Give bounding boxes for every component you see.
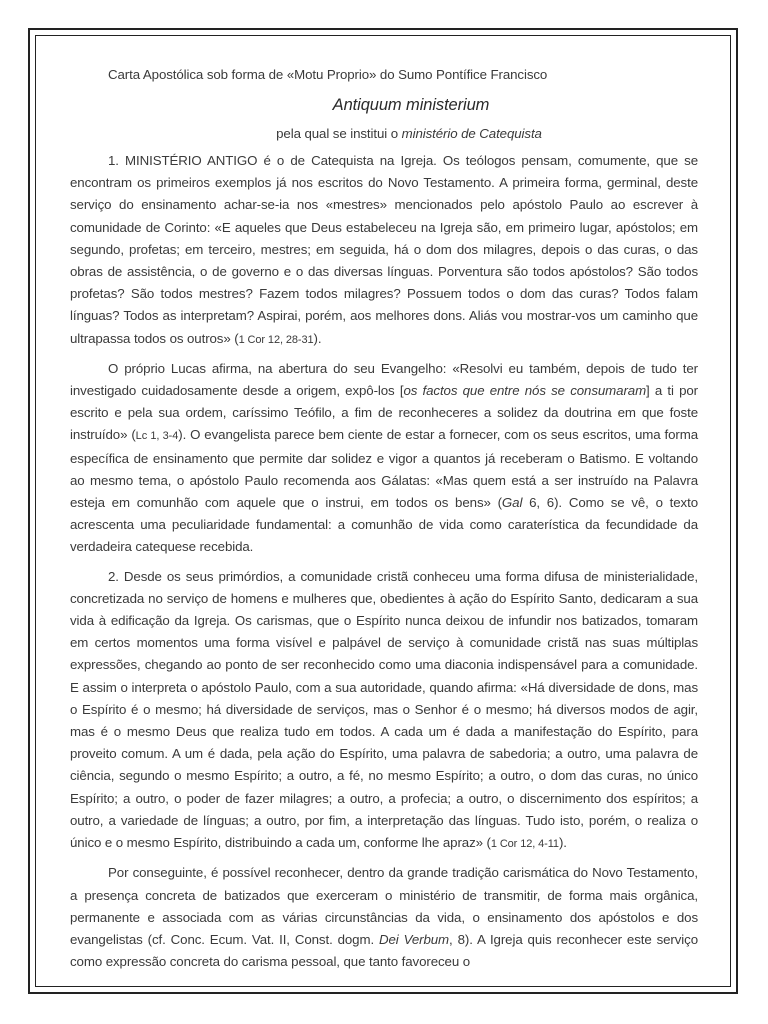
paragraph-3 bbox=[70, 566, 698, 856]
paragraph-1-text-a: 1. MINISTÉRIO ANTIGO é o de Catequista na Igreja. Os teólogos pensam, comumente, que se encontram os primeiros exemplos já nos escritos do Novo Testamento. A primeira forma, germinal, deste serviço do ensinamento achar-se-ia nos «mestres» mencionados pelo apóstolo Paulo ao escrever à comunidade de Corinto: «E aqueles que Deus estabeleceu na Igreja são, em primeiro lugar, apóstolos; em segundo, profetas; em terceiro, mestres; em seguida, há o dom dos milagres, depois o das curas, o das obras de assistência, o de governo e o das diversas línguas. Porventura são todos apóstolos? São todos profetas? São todos mestres? Fazem todos milagres? Possuem todos o dom das curas? Todos falam línguas? Todos as interpretam? Aspirai, porém, aos melhores dons. Aliás vou mostrar-vos um caminho que ultrapassa todos os outros» ( bbox=[70, 153, 698, 346]
paragraph-2-text-b: ] a ti por escrito e pela sua ordem, caríssimo Teófilo, a fim de reconheceres a solidez da doutrina em que foste instruído» ( bbox=[70, 383, 698, 443]
paragraph-4 bbox=[70, 862, 698, 973]
paragraph-4-text-b: , 8). A Igreja quis reconhecer este serviço como expressão concreta do carisma pessoal, que tanto favoreceu o bbox=[70, 931, 699, 970]
paragraph-2 bbox=[70, 358, 698, 559]
subtitle-emphasis: ministério de Catequista bbox=[401, 126, 542, 141]
paragraph-3-text-b: ). bbox=[558, 835, 567, 851]
document-page bbox=[70, 64, 698, 980]
paragraph-1-text-b: ). bbox=[313, 330, 322, 346]
paragraph-2-text-a: O próprio Lucas afirma, na abertura do seu Evangelho: «Resolvi eu também, depois de tudo ter investigado cuidadosamente desde a origem, expô-los [ bbox=[70, 360, 698, 399]
paragraph-2-text-d: ). Como se vê, o texto acrescenta uma peculiaridade fundamental: a comunhão de vida como caraterística da fecundidade da verdadeira catequese recebida. bbox=[70, 495, 698, 555]
paragraph-1 bbox=[70, 150, 698, 351]
paragraph-1-ref-1: 1 Cor 12, 28-31 bbox=[238, 333, 314, 346]
document-subtitle bbox=[70, 122, 698, 146]
paragraph-3-text-a: 2. Desde os seus primórdios, a comunidade cristã conheceu uma forma difusa de ministerialidade, concretizada no serviço de homens e mulheres que, obedientes à ação do Espírito Santo, dedicaram a sua vida à edificação da Igreja. Os carismas, que o Espírito nunca deixou de infundir nos batizados, tomaram em certos momentos uma forma visível e palpável de serviço à comunidade cristã nas suas múltiplas expressões, chegando ao ponto de ser reconhecido como uma diaconia indispensável para a comunidade. E assim o interpreta o apóstolo Paulo, com a sua autoridade, quando afirma: «Há diversidade de dons, mas o Espírito é o mesmo; há diversidade de serviços, mas o Senhor é o mesmo; há diversos modos de agir, mas é o mesmo Deus que realiza tudo em todos. A cada um é dada a manifestação do Espírito, para proveito comum. A um é dada, pela ação do Espírito, uma palavra de sabedoria; a outro, uma palavra de ciência, segundo o mesmo Espírito; a outro, a fé, no mesmo Espírito; a outro, o dom das curas, no único Espírito; a outro, o poder de fazer milagres; a outro, a profecia; a outro, o discernimento dos espíritos; a outro, a variedade de línguas; a outro, por fim, a interpretação das línguas. Tudo isto, porém, o realiza o único e o mesmo Espírito, distribuindo a cada um, conforme lhe apraz» ( bbox=[70, 568, 698, 851]
paragraph-4-emphasis: Dei Verbum bbox=[378, 931, 450, 947]
paragraph-2-text-c: ). O evangelista parece bem ciente de estar a fornecer, com os seus escritos, uma forma específica de ensinamento que permite dar solidez e vigor a quantos já receberam o Batismo. E voltando ao mesmo tema, o apóstolo Paulo recomenda aos Gálatas: «Mas quem está a ser instruído na Palavra esteja em comunhão com aquele que o instrui, em todos os bens» ( bbox=[70, 427, 698, 511]
paragraph-4-text-a: Por conseguinte, é possível reconhecer, dentro da grande tradição carismática do Novo Testamento, a presença concreta de batizados que exerceram o ministério de transmitir, de forma mais orgânica, permanente e associada com as várias circunstâncias da vida, o ensinamento dos apóstolos e dos evangelistas (cf. Conc. Ecum. Vat. II, Const. dogm. bbox=[70, 865, 698, 947]
paragraph-3-ref-1: 1 Cor 12, 4-11 bbox=[490, 838, 559, 851]
document-title: Antiquum ministerium bbox=[332, 96, 490, 114]
paragraph-2-ref-1: Lc 1, 3-4 bbox=[135, 430, 179, 443]
paragraph-2-ref-2-book: Gal bbox=[501, 495, 523, 511]
subtitle-prefix: pela qual se institui o bbox=[276, 126, 402, 141]
paragraph-2-ref-2-verse: 6, 6 bbox=[522, 495, 555, 511]
paragraph-2-emphasis: os factos que entre nós se consumaram bbox=[403, 383, 647, 399]
document-intro: Carta Apostólica sob forma de «Motu Proprio» do Sumo Pontífice Francisco bbox=[108, 67, 548, 82]
